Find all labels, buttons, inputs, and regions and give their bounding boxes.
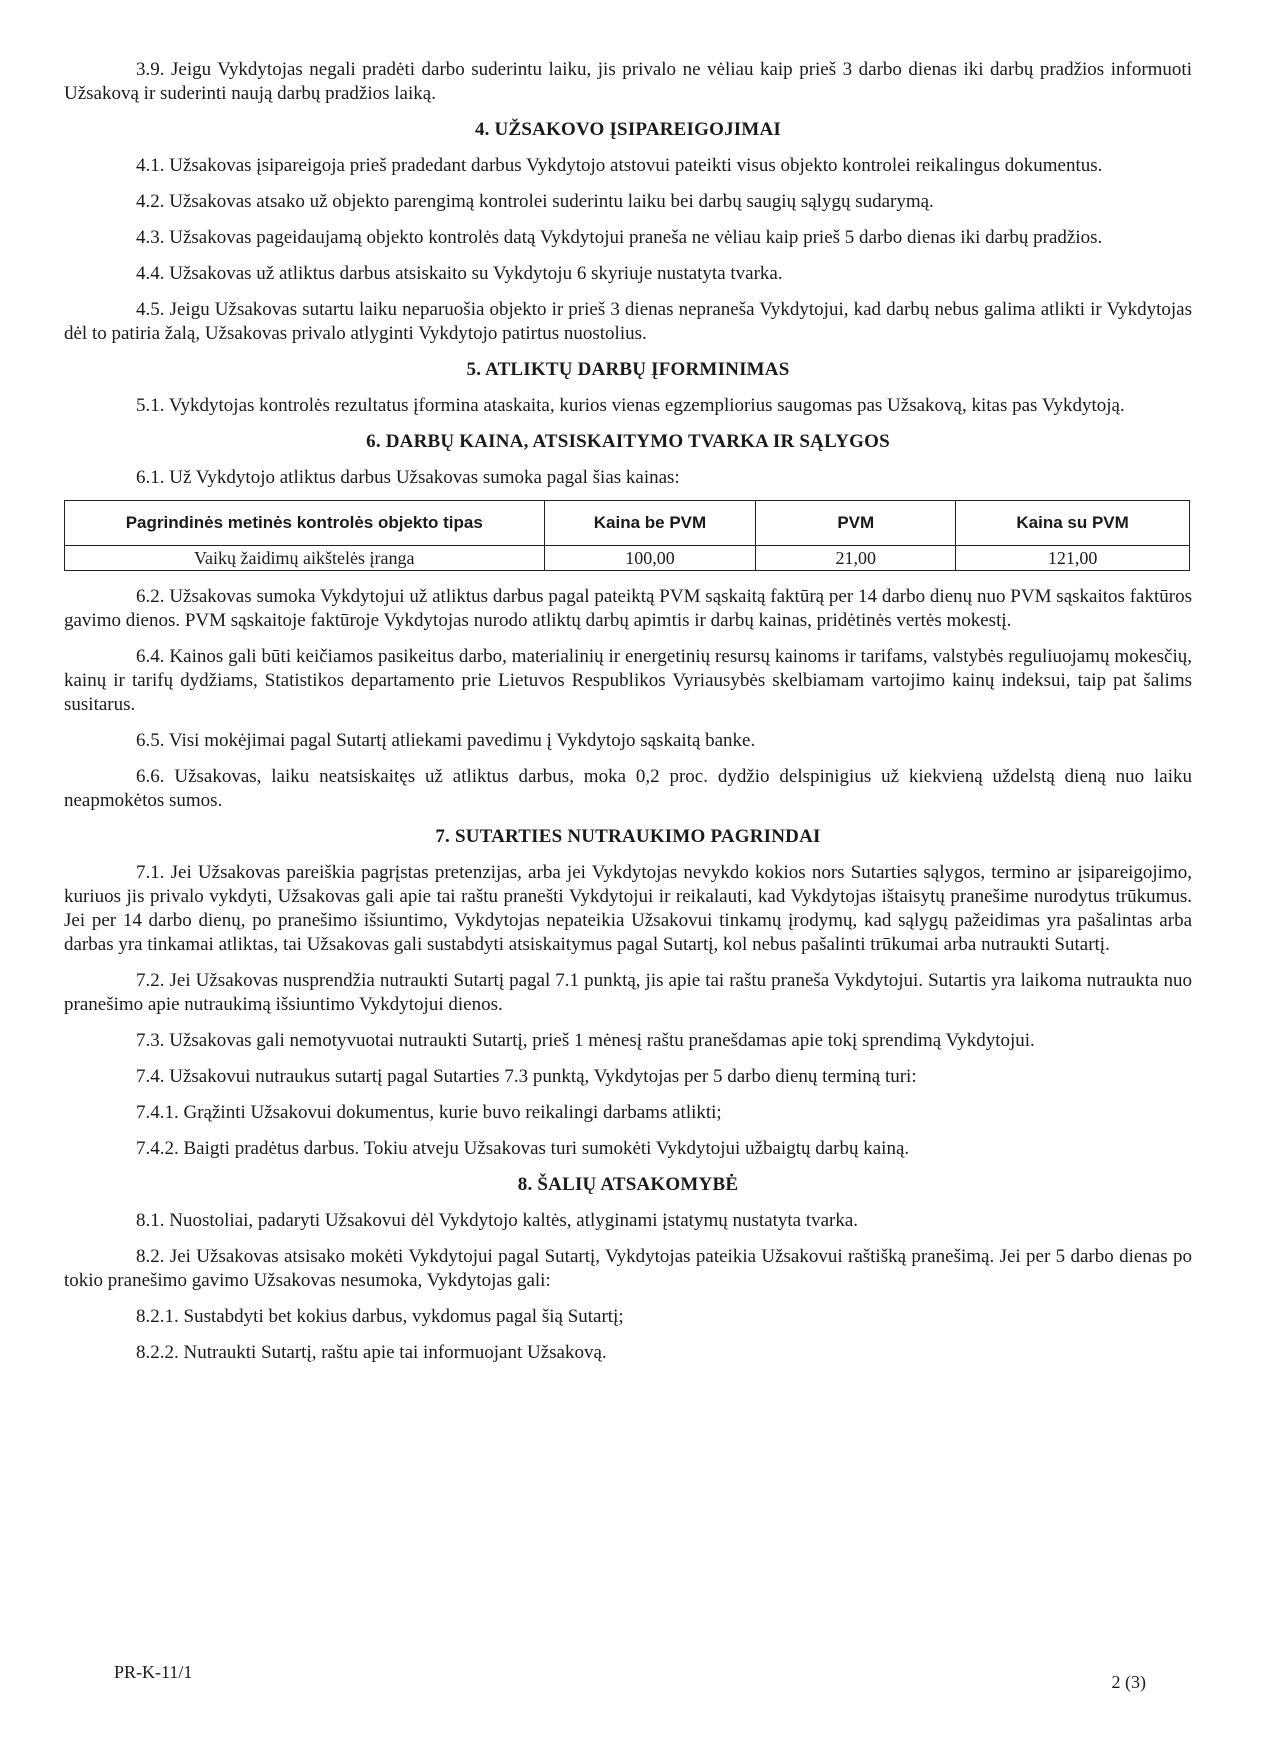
price-table-cell-object-type: Vaikų žaidimų aikštelės įranga [65,546,545,571]
price-table-cell-price-incl-vat: 121,00 [956,546,1190,571]
paragraph-6-6: 6.6. Užsakovas, laiku neatsiskaitęs už atliktus darbus, moka 0,2 proc. dydžio delspinigius už kiekvieną uždelstą dieną nuo laiku neapmokėtos sumos. [64,766,1192,811]
paragraph-6-1: 6.1. Už Vykdytojo atliktus darbus Užsakovas sumoka pagal šias kainas: [136,467,680,488]
paragraph-5-1: 5.1. Vykdytojas kontrolės rezultatus įformina ataskaita, kurios vienas egzempliorius saugomas pas Užsakovą, kitas pas Vykdytoją. [136,395,1125,416]
paragraph-8-1: 8.1. Nuostoliai, padaryti Užsakovui dėl Vykdytojo kaltės, atlyginami įstatymų nustatyta tvarka. [136,1210,859,1231]
paragraph-8-2: 8.2. Jei Užsakovas atsisako mokėti Vykdytojui pagal Sutartį, Vykdytojas pateikia Užsakovui raštišką pranešimą. Jei per 5 darbo dienas po tokio pranešimo gavimo Užsakovas nesumoka, Vykdytojas gali: [64,1246,1192,1291]
paragraph-7-4: 7.4. Užsakovui nutraukus sutartį pagal Sutarties 7.3 punktą, Vykdytojas per 5 darbo dienų terminą turi: [136,1066,917,1087]
paragraph-7-3: 7.3. Užsakovas gali nemotyvuotai nutraukti Sutartį, prieš 1 mėnesį raštu pranešdamas apie tokį sprendimą Vykdytojui. [136,1030,1035,1051]
price-table-header-price-incl-vat: Kaina su PVM [956,501,1190,546]
price-table-header-object-type: Pagrindinės metinės kontrolės objekto tipas [65,501,545,546]
section-8-heading: 8. ŠALIŲ ATSAKOMYBĖ [517,1174,739,1195]
paragraph-6-2: 6.2. Užsakovas sumoka Vykdytojui už atliktus darbus pagal pateiktą PVM sąskaitą faktūrą per 14 darbo dienų nuo PVM sąskaitos faktūros gavimo dienos. PVM sąskaitoje faktūroje Vykdytojas nurodo atliktų darbų apimtis ir darbų kainas, pridėtinės vertės mokestį. [64,586,1192,631]
paragraph-4-1: 4.1. Užsakovas įsipareigoja prieš pradedant darbus Vykdytojo atstovui pateikti visus objekto kontrolei reikalingus dokumentus. [136,155,1103,176]
paragraph-8-2-1: 8.2.1. Sustabdyti bet kokius darbus, vykdomus pagal šią Sutartį; [136,1306,624,1327]
page-number: 2 (3) [1111,1672,1146,1692]
paragraph-3-9: 3.9. Jeigu Vykdytojas negali pradėti darbo suderintu laiku, jis privalo ne vėliau kaip prieš 3 darbo dienas iki darbų pradžios informuoti Užsakovą ir suderinti naują darbų pradžios laiką. [64,59,1192,104]
price-table [64,500,1190,571]
section-6-heading: 6. DARBŲ KAINA, ATSISKAITYMO TVARKA IR SĄLYGOS [366,431,890,452]
paragraph-4-2: 4.2. Užsakovas atsako už objekto parengimą kontrolei suderintu laiku bei darbų saugių sąlygų sudarymą. [136,191,934,212]
paragraph-7-4-1: 7.4.1. Grąžinti Užsakovui dokumentus, kurie buvo reikalingi darbams atlikti; [136,1102,722,1123]
paragraph-6-4: 6.4. Kainos gali būti keičiamos pasikeitus darbo, materialinių ir energetinių resursų kainoms ir tarifams, valstybės reguliuojamų mokesčių, kainų ir tarifų dydžiams, Statistikos departamento prie Lietuvos Respublikos Vyriausybės skelbiamam vartojimo kainų indeksui, taip pat šalims susitarus. [64,646,1192,715]
paragraph-4-3: 4.3. Užsakovas pageidaujamą objekto kontrolės datą Vykdytojui praneša ne vėliau kaip prieš 5 darbo dienas iki darbų pradžios. [136,227,1103,248]
price-table-header-row [65,501,1190,546]
paragraph-4-4: 4.4. Užsakovas už atliktus darbus atsiskaito su Vykdytoju 6 skyriuje nustatyta tvarka. [136,263,783,284]
section-7-heading: 7. SUTARTIES NUTRAUKIMO PAGRINDAI [435,826,821,847]
section-5-heading: 5. ATLIKTŲ DARBŲ ĮFORMINIMAS [466,359,790,380]
price-table-cell-price-excl-vat: 100,00 [544,546,756,571]
document-code: PR-K-11/1 [114,1662,193,1682]
price-table-header-vat: PVM [756,501,956,546]
paragraph-7-4-2: 7.4.2. Baigti pradėtus darbus. Tokiu atveju Užsakovas turi sumokėti Vykdytojui užbaigtų darbų kainą. [136,1138,910,1159]
section-4-heading: 4. UŽSAKOVO ĮSIPAREIGOJIMAI [474,119,782,140]
price-table-header-price-excl-vat: Kaina be PVM [544,501,756,546]
paragraph-6-5: 6.5. Visi mokėjimai pagal Sutartį atliekami pavedimu į Vykdytojo sąskaitą banke. [136,730,756,751]
paragraph-7-1: 7.1. Jei Užsakovas pareiškia pagrįstas pretenzijas, arba jei Vykdytojas nevykdo kokios nors Sutarties sąlygos, termino ar įsipareigojimo, kuriuos jis privalo vykdyti, Užsakovas gali apie tai raštu pranešti Vykdytojui ir reikalauti, kad Vykdytojas ištaisytų pranešime nurodytus trūkumus. Jei per 14 darbo dienų, po pranešimo išsiuntimo, Vykdytojas nepateikia Užsakovui tinkamų įrodymų, kad sąlygų pažeidimas yra pašalintas arba darbas yra tinkamai atliktas, tai Užsakovas gali sustabdyti atsiskaitymus pagal Sutartį, kol nebus pašalinti trūkumai arba nutraukti Sutartį. [64,862,1192,955]
paragraph-4-5: 4.5. Jeigu Užsakovas sutartu laiku neparuošia objekto ir prieš 3 dienas nepraneša Vykdytojui, kad darbų nebus galima atlikti ir Vykdytojas dėl to patiria žalą, Užsakovas privalo atlyginti Vykdytojo patirtus nuostolius. [64,299,1192,344]
paragraph-8-2-2: 8.2.2. Nutraukti Sutartį, raštu apie tai informuojant Užsakovą. [136,1342,607,1363]
table-row [65,546,1190,571]
price-table-cell-vat: 21,00 [756,546,956,571]
paragraph-7-2: 7.2. Jei Užsakovas nusprendžia nutraukti Sutartį pagal 7.1 punktą, jis apie tai raštu praneša Vykdytojui. Sutartis yra laikoma nutraukta nuo pranešimo apie nutraukimą išsiuntimo Vykdytojui dienos. [64,970,1192,1015]
